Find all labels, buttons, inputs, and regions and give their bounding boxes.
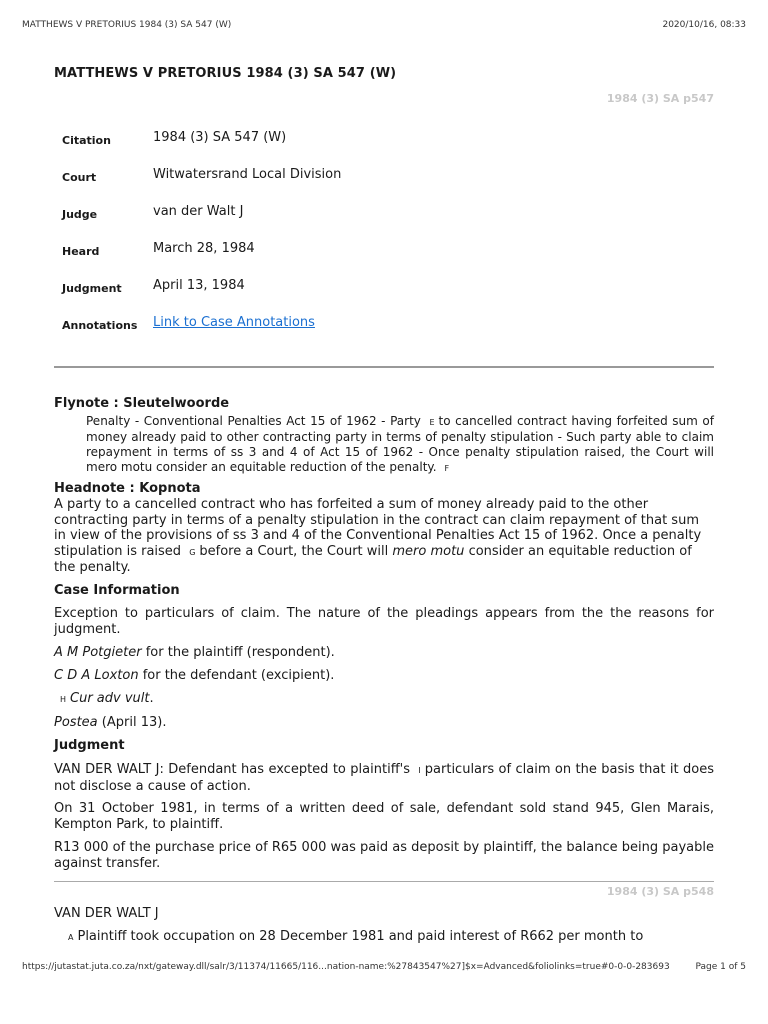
counsel-defendant-name: C D A Loxton: [54, 668, 139, 683]
counsel-plaintiff: [54, 645, 714, 661]
meta-row-judge: [62, 204, 662, 241]
headnote-part3: consider an equitable reduction of the penalty.: [54, 543, 692, 575]
meta-row-heard: [62, 241, 662, 278]
meta-row-judgment: [62, 278, 662, 315]
headnote-part1: A party to a cancelled contract who has forfeited a sum of money already paid to the other contracting party in terms of a penalty stipulation in the contract can claim repayment of that sum in view of the provisions of ss 3 and 4 of the Conventional Penalties Act 15 of 1962. Once a penalty stipulation is raised: [54, 497, 702, 559]
margin-marker-g: G: [189, 547, 196, 557]
heard-value: March 28, 1984: [153, 241, 255, 256]
judgment-heading: Judgment: [54, 738, 125, 753]
headnote-text: [54, 497, 714, 576]
citation-value: 1984 (3) SA 547 (W): [153, 130, 287, 145]
print-header-title: MATTHEWS V PRETORIUS 1984 (3) SA 547 (W): [22, 20, 232, 30]
judgment-label: Judgment: [62, 282, 122, 295]
running-head: VAN DER WALT J: [54, 906, 159, 921]
flynote-part1: Penalty - Conventional Penalties Act 15 of 1962 - Party: [86, 414, 421, 428]
postea-label: Postea: [54, 715, 98, 730]
flynote-heading: Flynote : Sleutelwoorde: [54, 396, 230, 411]
margin-marker-e: E: [429, 418, 435, 427]
print-footer-page: Page 1 of 5: [695, 962, 746, 972]
judgment-para-4: [54, 929, 714, 946]
annotations-label: Annotations: [62, 319, 138, 332]
judgment-para-1a: VAN DER WALT J: Defendant has excepted to plaintiff's: [54, 762, 410, 777]
judgment-para-1: [54, 762, 714, 794]
case-annotations-link[interactable]: Link to Case Annotations: [153, 315, 315, 330]
judge-label: Judge: [62, 208, 98, 221]
cur-adv-vult: [54, 691, 714, 708]
case-meta-table: [62, 130, 662, 352]
citation-label: Citation: [62, 134, 111, 147]
counsel-defendant-role: for the defendant (excipient).: [142, 668, 335, 683]
case-info-para: Exception to particulars of claim. The nature of the pleadings appears from the the reasons for judgment.: [54, 606, 714, 637]
cur-adv-vult-end: .: [149, 691, 154, 706]
meta-row-citation: [62, 130, 662, 167]
judgment-para-4-text: Plaintiff took occupation on 28 December 1981 and paid interest of R662 per month to: [77, 929, 644, 944]
flynote-part2: to cancelled contract having forfeited sum of money already paid to other contracting party in terms of penalty stipulation - Such party able to claim repayment in terms of ss 3 and 4 of Act 15 of 1962 - Once penalty stipulation raised, the Court will mero motu consider an equitable reduction of the penalty.: [86, 414, 714, 474]
counsel-plaintiff-role: for the plaintiff (respondent).: [145, 645, 335, 660]
judgment-para-1b: particulars of claim on the basis that it does not disclose a cause of action.: [54, 762, 714, 794]
print-footer-url: https://jutastat.juta.co.za/nxt/gateway.dll/salr/3/11374/11665/116...nation-name:%27843547%27]$x=Advanced&foliolinks=true#0-0-0-283693: [22, 962, 670, 972]
page-marker-p547: 1984 (3) SA p547: [606, 92, 714, 105]
heard-label: Heard: [62, 245, 100, 258]
page-marker-p548: 1984 (3) SA p548: [606, 885, 714, 898]
court-label: Court: [62, 171, 97, 184]
counsel-defendant: [54, 668, 714, 684]
margin-marker-a: A: [68, 933, 74, 942]
annotations-value: [153, 315, 315, 330]
margin-marker-h: H: [60, 695, 67, 704]
cur-adv-vult-text: Cur adv vult: [70, 691, 150, 706]
judgment-value: April 13, 1984: [153, 278, 245, 293]
page-break-divider: [54, 881, 714, 882]
postea: [54, 715, 714, 731]
headnote-part2: before a Court, the Court will: [199, 543, 389, 559]
headnote-italic: mero motu: [392, 543, 465, 559]
flynote-text: [86, 414, 714, 476]
meta-row-annotations: [62, 315, 662, 352]
section-divider: [54, 366, 714, 368]
judgment-para-3: R13 000 of the purchase price of R65 000 was paid as deposit by plaintiff, the balance being payable against transfer.: [54, 840, 714, 871]
case-information-heading: Case Information: [54, 583, 180, 598]
meta-row-court: [62, 167, 662, 204]
judge-value: van der Walt J: [153, 204, 244, 219]
postea-date: (April 13).: [101, 715, 167, 730]
margin-marker-f: F: [444, 464, 450, 473]
court-value: Witwatersrand Local Division: [153, 167, 342, 182]
print-header-datetime: 2020/10/16, 08:33: [662, 20, 746, 30]
judgment-para-2: On 31 October 1981, in terms of a written deed of sale, defendant sold stand 945, Glen Marais, Kempton Park, to plaintiff.: [54, 801, 714, 832]
margin-marker-i: I: [418, 766, 421, 775]
print-header: [22, 20, 746, 32]
document-title: MATTHEWS V PRETORIUS 1984 (3) SA 547 (W): [54, 66, 397, 81]
headnote-heading: Headnote : Kopnota: [54, 481, 201, 496]
counsel-plaintiff-name: A M Potgieter: [54, 645, 142, 660]
